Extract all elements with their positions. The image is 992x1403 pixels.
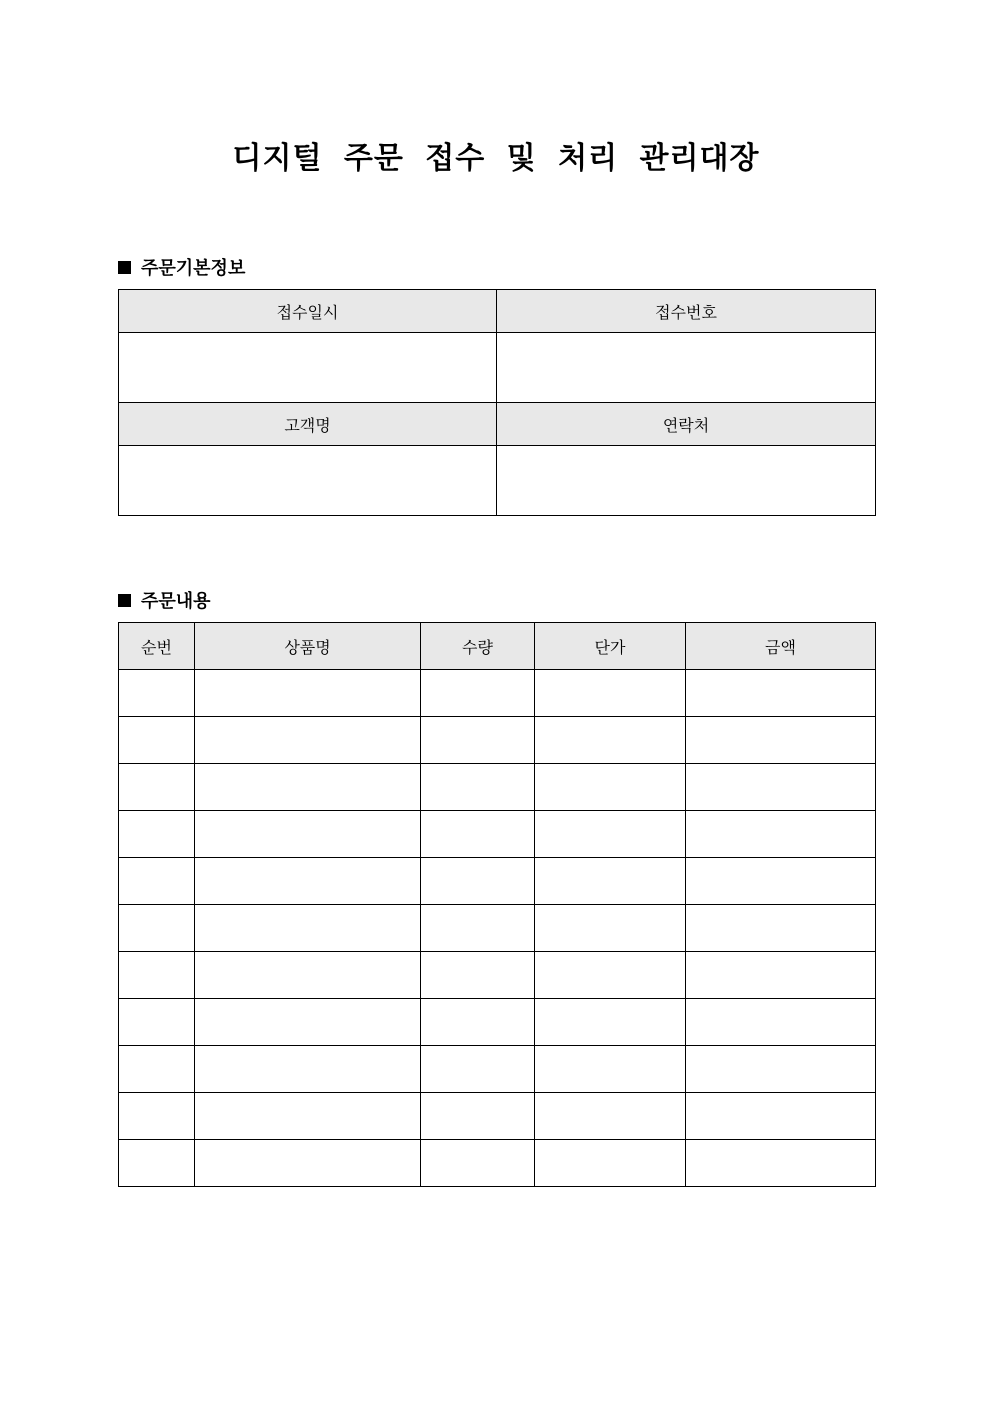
quantity-cell[interactable] — [421, 905, 535, 952]
quantity-cell[interactable] — [421, 952, 535, 999]
unit-price-cell[interactable] — [535, 858, 686, 905]
seq-cell[interactable] — [119, 811, 195, 858]
product-name-cell[interactable] — [195, 858, 421, 905]
product-name-cell[interactable] — [195, 1093, 421, 1140]
receipt-datetime-field[interactable] — [119, 333, 497, 403]
square-bullet-icon — [118, 594, 131, 607]
customer-name-field[interactable] — [119, 446, 497, 516]
amount-cell[interactable] — [686, 1093, 876, 1140]
table-header-row — [119, 290, 876, 333]
section-heading-label: 주문내용 — [141, 591, 211, 612]
section-heading-label: 주문기본정보 — [141, 258, 246, 279]
unit-price-cell[interactable] — [535, 952, 686, 999]
amount-cell[interactable] — [686, 858, 876, 905]
table-row — [119, 858, 876, 905]
table-value-row — [119, 446, 876, 516]
product-name-cell[interactable] — [195, 811, 421, 858]
section-heading-order-contents — [118, 587, 211, 613]
field-label-receipt-number: 접수번호 — [497, 290, 876, 333]
product-name-cell[interactable] — [195, 764, 421, 811]
unit-price-cell[interactable] — [535, 764, 686, 811]
contact-field[interactable] — [497, 446, 876, 516]
table-row — [119, 1093, 876, 1140]
amount-cell[interactable] — [686, 999, 876, 1046]
product-name-cell[interactable] — [195, 905, 421, 952]
table-value-row — [119, 333, 876, 403]
table-row — [119, 952, 876, 999]
table-row — [119, 1046, 876, 1093]
quantity-cell[interactable] — [421, 999, 535, 1046]
table-row — [119, 670, 876, 717]
table-row — [119, 764, 876, 811]
table-row — [119, 905, 876, 952]
quantity-cell[interactable] — [421, 1093, 535, 1140]
amount-cell[interactable] — [686, 717, 876, 764]
seq-cell[interactable] — [119, 764, 195, 811]
amount-cell[interactable] — [686, 952, 876, 999]
seq-cell[interactable] — [119, 999, 195, 1046]
amount-cell[interactable] — [686, 811, 876, 858]
unit-price-cell[interactable] — [535, 1046, 686, 1093]
field-label-contact: 연락처 — [497, 403, 876, 446]
order-contents-table — [118, 622, 876, 1187]
unit-price-cell[interactable] — [535, 1140, 686, 1187]
unit-price-cell[interactable] — [535, 811, 686, 858]
table-header-row — [119, 403, 876, 446]
seq-cell[interactable] — [119, 1093, 195, 1140]
amount-cell[interactable] — [686, 905, 876, 952]
field-label-receipt-datetime: 접수일시 — [119, 290, 497, 333]
column-header-unit-price: 단가 — [535, 623, 686, 670]
square-bullet-icon — [118, 261, 131, 274]
table-row — [119, 999, 876, 1046]
product-name-cell[interactable] — [195, 1046, 421, 1093]
basic-info-table — [118, 289, 876, 516]
quantity-cell[interactable] — [421, 1140, 535, 1187]
amount-cell[interactable] — [686, 764, 876, 811]
product-name-cell[interactable] — [195, 670, 421, 717]
field-label-customer-name: 고객명 — [119, 403, 497, 446]
seq-cell[interactable] — [119, 905, 195, 952]
unit-price-cell[interactable] — [535, 717, 686, 764]
unit-price-cell[interactable] — [535, 999, 686, 1046]
product-name-cell[interactable] — [195, 999, 421, 1046]
product-name-cell[interactable] — [195, 1140, 421, 1187]
amount-cell[interactable] — [686, 670, 876, 717]
seq-cell[interactable] — [119, 670, 195, 717]
column-header-seq: 순번 — [119, 623, 195, 670]
seq-cell[interactable] — [119, 952, 195, 999]
quantity-cell[interactable] — [421, 670, 535, 717]
column-header-quantity: 수량 — [421, 623, 535, 670]
seq-cell[interactable] — [119, 1140, 195, 1187]
document-title: 디지털 주문 접수 및 처리 관리대장 — [232, 141, 760, 176]
column-header-amount: 금액 — [686, 623, 876, 670]
quantity-cell[interactable] — [421, 717, 535, 764]
table-header-row — [119, 623, 876, 670]
quantity-cell[interactable] — [421, 811, 535, 858]
seq-cell[interactable] — [119, 1046, 195, 1093]
amount-cell[interactable] — [686, 1046, 876, 1093]
amount-cell[interactable] — [686, 1140, 876, 1187]
unit-price-cell[interactable] — [535, 1093, 686, 1140]
column-header-product-name: 상품명 — [195, 623, 421, 670]
unit-price-cell[interactable] — [535, 670, 686, 717]
seq-cell[interactable] — [119, 717, 195, 764]
quantity-cell[interactable] — [421, 1046, 535, 1093]
quantity-cell[interactable] — [421, 858, 535, 905]
unit-price-cell[interactable] — [535, 905, 686, 952]
table-row — [119, 811, 876, 858]
product-name-cell[interactable] — [195, 717, 421, 764]
seq-cell[interactable] — [119, 858, 195, 905]
quantity-cell[interactable] — [421, 764, 535, 811]
table-row — [119, 717, 876, 764]
section-heading-basic-info — [118, 254, 245, 280]
product-name-cell[interactable] — [195, 952, 421, 999]
receipt-number-field[interactable] — [497, 333, 876, 403]
table-row — [119, 1140, 876, 1187]
